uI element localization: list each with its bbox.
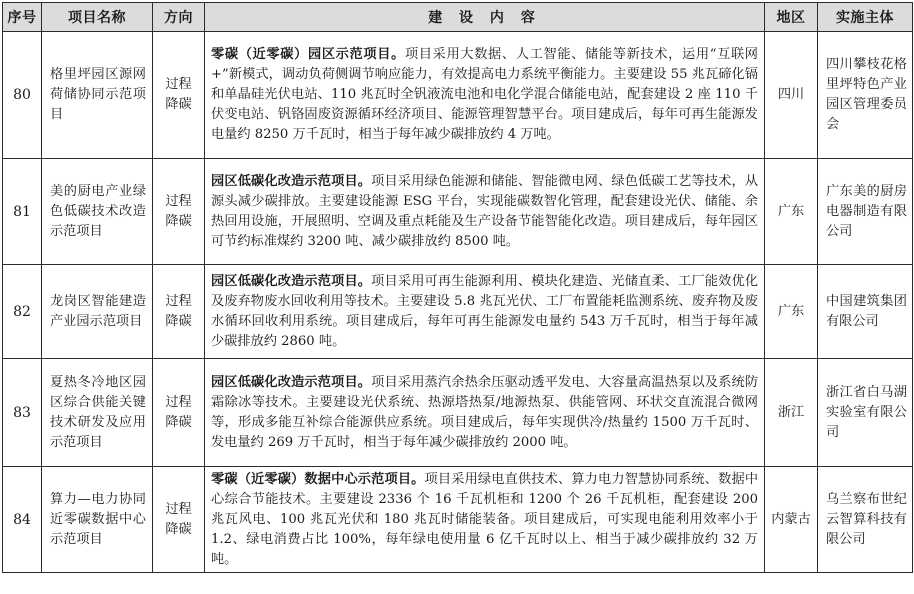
row-content-body: 项目采用大数据、人工智能、储能等新技术，运用“互联网+”新模式，调动负荷侧调节响应能力，有效提高电力系统平衡能力。主要建设 55 兆瓦碲化镉和单晶硅光伏电站、110 兆瓦时全钒液流电池和电化学混合储能电站，配套建设 2 座 110 千伏变电站、钒铬固废资源循环经济项目、能源管理智慧平台。项目建成后，每年可再生能源发电量约 8250 万千瓦时，相当于每年减少碳排放约 4 万吨。	[211, 47, 758, 142]
header-seq: 序号	[3, 3, 42, 32]
table-header-row	[3, 3, 913, 32]
header-region: 地区	[765, 3, 818, 32]
row-region: 四川	[765, 32, 818, 159]
row-entity: 四川攀枝花格里坪特色产业园区管理委员会	[818, 32, 913, 159]
row-direction: 过程降碳	[153, 467, 205, 573]
row-project-name: 龙岗区智能建造产业园示范项目	[42, 265, 153, 359]
table-row	[3, 159, 913, 265]
row-content-lead: 零碳（近零碳）园区示范项目。	[211, 47, 405, 62]
row-content-lead: 零碳（近零碳）数据中心示范项目。	[211, 471, 425, 487]
table-row	[3, 265, 913, 359]
row-region: 内蒙古	[765, 467, 818, 573]
row-entity: 乌兰察布世纪云智算科技有限公司	[818, 467, 913, 573]
header-direction: 方向	[153, 3, 205, 32]
table-row	[3, 32, 913, 159]
row-direction: 过程降碳	[153, 359, 205, 467]
row-content	[205, 32, 765, 159]
row-content-body: 项目采用蒸汽余热余压驱动透平发电、大容量高温热泵以及系统防霜除冰等技术。主要建设光伏系统、热源塔热泵/地源热泵、供能管网、环状交直流混合微网等，形成多能互补综合能源供应系统。项目建成后，每年实现供冷/热量约 1500 万千瓦时、发电量约 269 万千瓦时，相当于每年减少碳排放约 2000 吨。	[211, 374, 759, 450]
row-project-name: 夏热冬冷地区园区综合供能关键技术研发及应用示范项目	[42, 359, 153, 467]
row-seq: 84	[3, 467, 42, 573]
row-region: 广东	[765, 265, 818, 359]
table-row	[3, 467, 913, 573]
header-content: 建 设 内 容	[205, 3, 765, 32]
row-entity: 广东美的厨房电器制造有限公司	[818, 159, 913, 265]
header-name: 项目名称	[42, 3, 153, 32]
row-project-name: 格里坪园区源网荷储协同示范项目	[42, 32, 153, 159]
row-project-name: 算力—电力协同近零碳数据中心示范项目	[42, 467, 153, 573]
row-content	[205, 467, 765, 573]
row-seq: 82	[3, 265, 42, 359]
header-entity: 实施主体	[818, 3, 913, 32]
row-direction: 过程降碳	[153, 32, 205, 159]
row-content-body: 项目采用绿电直供技术、算力电力智慧协同系统、数据中心综合节能技术。主要建设 2336 个 16 千瓦机柜和 1200 个 26 千瓦机柜，配套建设 200 兆瓦风电、100 兆瓦光伏和 180 兆瓦时储能装备。项目建成后，可实现电能利用效率小于 1.2、绿电消费占比 100%，每年绿电使用量 6 亿千瓦时以上、相当于减少碳排放约 32 万吨。	[211, 471, 759, 567]
row-content-lead: 园区低碳化改造示范项目。	[211, 374, 372, 390]
project-table	[2, 2, 913, 573]
row-content-lead: 园区低碳化改造示范项目。	[211, 173, 372, 189]
row-direction: 过程降碳	[153, 265, 205, 359]
row-entity: 中国建筑集团有限公司	[818, 265, 913, 359]
row-content	[205, 359, 765, 467]
row-content	[205, 159, 765, 265]
row-direction: 过程降碳	[153, 159, 205, 265]
row-entity: 浙江省白马湖实验室有限公司	[818, 359, 913, 467]
row-content-lead: 园区低碳化改造示范项目。	[211, 273, 372, 289]
row-content	[205, 265, 765, 359]
row-content-body: 项目采用绿色能源和储能、智能微电网、绿色低碳工艺等技术，从源头减少碳排放。主要建设能源 ESG 平台，实现能碳数智化管理，配套建设光伏、储能、余热回用设施，开展照明、空调及重点耗能及生产设备节能智能化改造。项目建成后，每年园区可节约标准煤约 3200 吨、减少碳排放约 8500 吨。	[211, 173, 759, 249]
row-content-body: 项目采用可再生能源利用、模块化建造、光储直柔、工厂能效优化及废弃物废水回收利用等技术。主要建设 5.8 兆瓦光伏、工厂布置能耗监测系统、废弃物及废水循环回收利用系统。项目建成后，每年可再生能源发电量约 543 万千瓦时，相当于每年减少碳排放约 2860 吨。	[211, 273, 759, 349]
row-seq: 81	[3, 159, 42, 265]
row-region: 浙江	[765, 359, 818, 467]
row-seq: 83	[3, 359, 42, 467]
row-region: 广东	[765, 159, 818, 265]
row-seq: 80	[3, 32, 42, 159]
row-project-name: 美的厨电产业绿色低碳技术改造示范项目	[42, 159, 153, 265]
table-row	[3, 359, 913, 467]
